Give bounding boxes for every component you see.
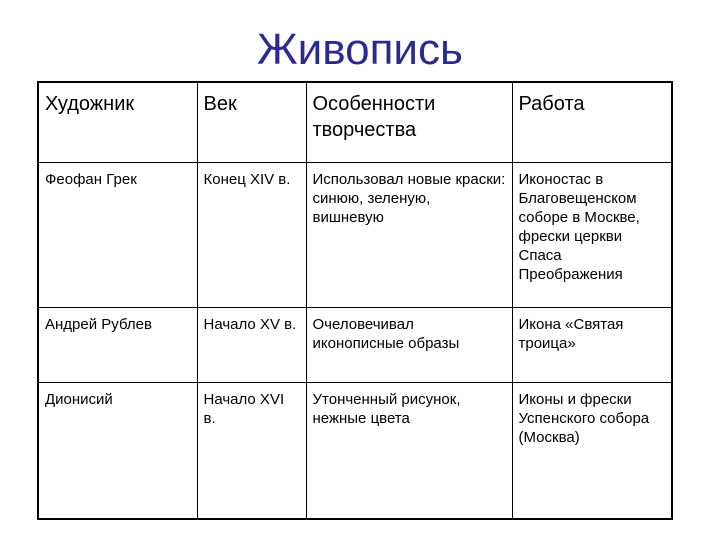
header-century: Век bbox=[197, 82, 306, 162]
cell-century: Начало XVI в. bbox=[197, 382, 306, 519]
cell-features: Очеловечивал иконописные образы bbox=[306, 307, 512, 382]
header-work: Работа bbox=[512, 82, 672, 162]
cell-century: Начало XV в. bbox=[197, 307, 306, 382]
painting-table bbox=[37, 81, 673, 520]
cell-features: Утонченный рисунок, нежные цвета bbox=[306, 382, 512, 519]
cell-artist: Феофан Грек bbox=[38, 162, 197, 307]
cell-work: Иконостас в Благовещенском соборе в Москве, фрески церкви Спаса Преображения bbox=[512, 162, 672, 307]
cell-artist: Андрей Рублев bbox=[38, 307, 197, 382]
table-row bbox=[38, 307, 672, 382]
cell-century: Конец XIV в. bbox=[197, 162, 306, 307]
cell-features: Использовал новые краски: синюю, зеленую, вишневую bbox=[306, 162, 512, 307]
header-features: Особенности творчества bbox=[306, 82, 512, 162]
table-row bbox=[38, 382, 672, 519]
cell-work: Икона «Святая троица» bbox=[512, 307, 672, 382]
table-header-row bbox=[38, 82, 672, 162]
table-row bbox=[38, 162, 672, 307]
page-title: Живопись bbox=[257, 25, 463, 74]
cell-artist: Дионисий bbox=[38, 382, 197, 519]
cell-work: Иконы и фрески Успенского собора (Москва) bbox=[512, 382, 672, 519]
header-artist: Художник bbox=[38, 82, 197, 162]
